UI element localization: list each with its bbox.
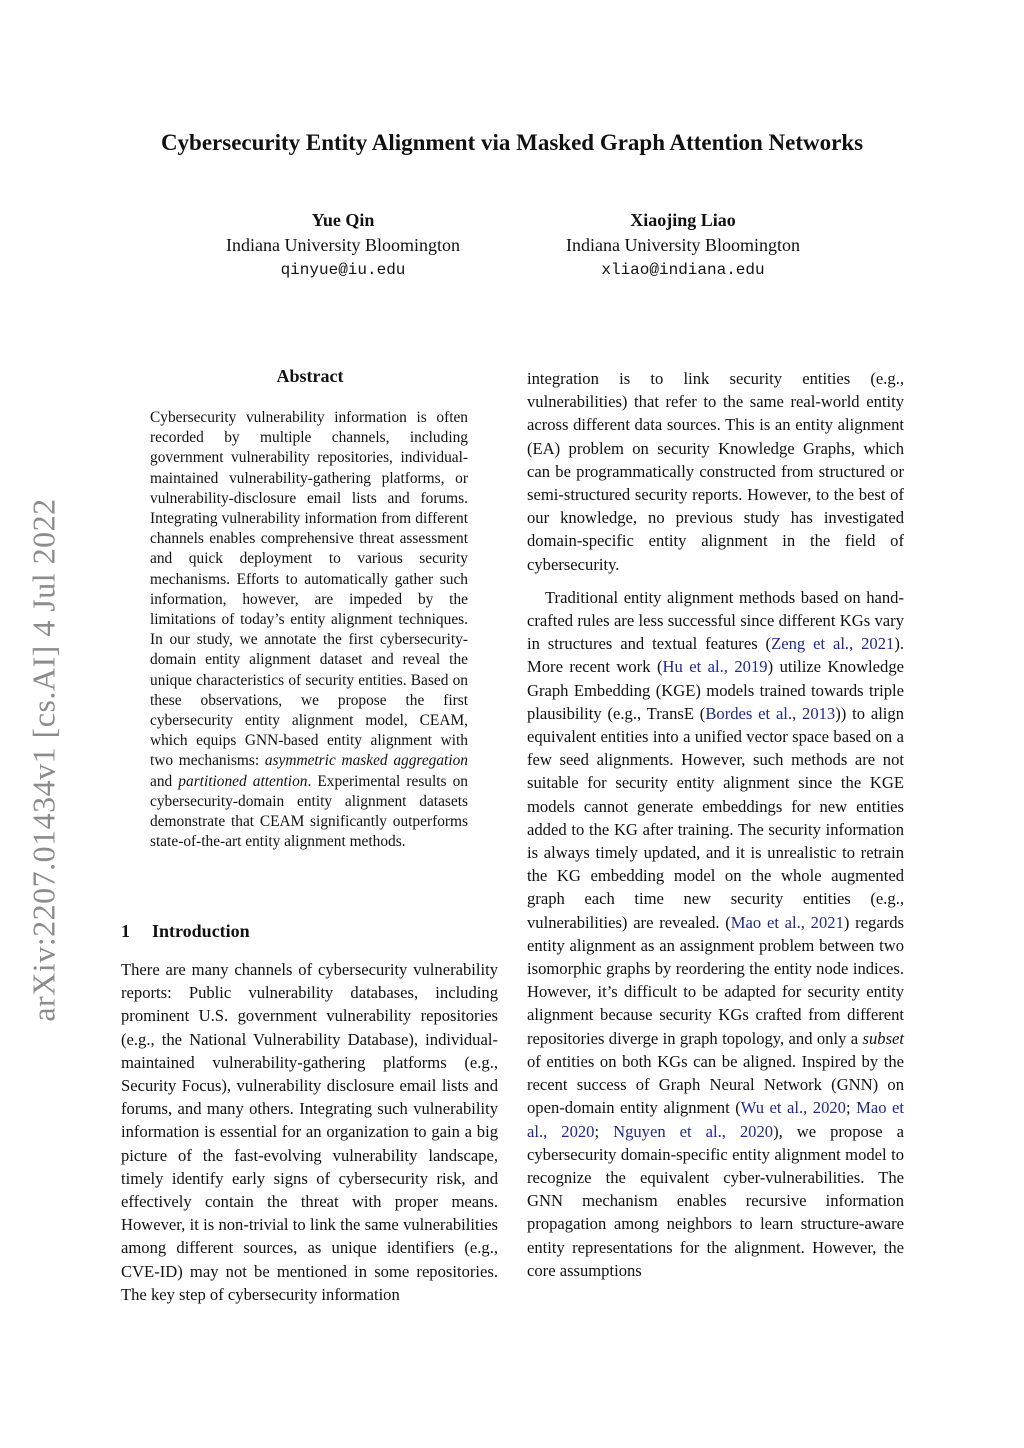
abstract-text: and: [150, 772, 179, 790]
citation-link[interactable]: Bordes et al., 2013: [705, 703, 836, 723]
citation-link[interactable]: Zeng et al., 2021: [771, 634, 895, 654]
section-number: 1: [121, 921, 130, 941]
author-block-2: [533, 208, 833, 283]
section-title: Introduction: [152, 921, 250, 941]
citation-separator: ;: [845, 1098, 857, 1118]
body-text: ), we propose a cybersecurity domain-specific entity alignment model to recognize the equivalent cyber-vulnerabilities. The GNN mechanism enables recursive information propagation among neighbors to learn structure-aware entity representations for the alignment. However, the core assumptions: [527, 1121, 905, 1280]
body-text: ) utilize Knowledge Graph Embedding (KGE) models trained towards triple plausibility (e.g., TransE (: [527, 657, 904, 723]
author-affiliation: Indiana University Bloomington: [566, 235, 800, 255]
paper-title: Cybersecurity Entity Alignment via Masked Graph Attention Networks: [160, 130, 864, 155]
abstract-heading: Abstract: [276, 366, 344, 386]
abstract-body: [150, 408, 468, 852]
section-heading: [121, 921, 250, 942]
intro-paragraph-2: [527, 586, 904, 1282]
body-text: ) regards entity alignment as an assignment problem between two isomorphic graphs by reordering the entity node indices. However, it’s difficult to be adapted for security entity alignment because security KGs crafted from different repositories diverge in graph topology, and only a: [527, 912, 904, 1048]
abstract-text: . Experimental results on cybersecurity-domain entity alignment datasets demonstrate that CEAM significantly outperforms state-of-the-art entity alignment methods.: [150, 772, 469, 851]
citation-link[interactable]: Wu et al., 2020: [740, 1098, 846, 1118]
body-text: of entities on both KGs can be aligned. Inspired by the recent success of Graph Neural Network (GNN) on open-domain entity alignment (: [527, 1051, 904, 1118]
right-column: [527, 367, 904, 1282]
citation-link[interactable]: Mao et al., 2021: [730, 912, 844, 932]
author-email: qinyue@iu.edu: [280, 261, 406, 279]
abstract-text: Cybersecurity vulnerability information is often recorded by multiple channels, including government vulnerability repositories, individual-maintained vulnerability-gathering platforms, or vulnerability-disclosure email lists and forums. Integrating vulnerability information from different channels enables comprehensive threat assessment and quick deployment to various security mechanisms. Efforts to automatically gather such information, however, are impeded by the limitations of today’s entity alignment techniques. In our study, we annotate the first cybersecurity-domain entity alignment dataset and reveal the unique characteristics of security entities. Based on these observations, we propose the first cybersecurity entity alignment model, CEAM, which equips GNN-based entity alignment with two mechanisms:: [150, 409, 468, 770]
intro-paragraph-continued: integration is to link security entities (e.g., vulnerabilities) that refer to the same real-world entity across different data sources. This is an entity alignment (EA) problem on security Knowledge Graphs, which can be programmatically constructed from structured or semi-structured security reports. However, to the best of our knowledge, no previous study has investigated domain-specific entity alignment in the field of cybersecurity.: [527, 369, 904, 574]
citation-link[interactable]: Nguyen et al., 2020: [613, 1121, 774, 1141]
citation-separator: ;: [594, 1121, 614, 1141]
abstract-emphasis: partitioned attention: [178, 772, 308, 790]
arxiv-identifier-stamp: arXiv:2207.01434v1 [cs.AI] 4 Jul 2022: [25, 498, 62, 1022]
author-block-1: [193, 208, 493, 283]
author-affiliation: Indiana University Bloomington: [226, 235, 460, 255]
body-text: ). More recent work (: [527, 634, 904, 677]
author-name: Yue Qin: [311, 210, 375, 230]
citation-link[interactable]: Mao et al., 2020: [527, 1098, 904, 1141]
intro-paragraph-left: There are many channels of cybersecurity vulnerability reports: Public vulnerability databases, including prominent U.S. government vulnerability repositories (e.g., the National Vulnerability Database), individual-maintained vulnerability-gathering platforms (e.g., Security Focus), vulnerability disclosure email lists and forums, and many others. Integrating such vulnerability information is essential for an organization to gain a big picture of the fast-evolving vulnerability landscape, timely identify early signs of cybersecurity risk, and effectively contain the threat with proper means. However, it is non-trivial to link the same vulnerabilities among different sources, as unique identifiers (e.g., CVE-ID) may not be mentioned in some repositories. The key step of cybersecurity information: [121, 960, 498, 1304]
body-emphasis: subset: [862, 1028, 904, 1048]
citation-link[interactable]: Hu et al., 2019: [662, 657, 768, 677]
author-name: Xiaojing Liao: [630, 210, 736, 230]
abstract-emphasis: asymmetric masked aggregation: [264, 752, 468, 770]
body-text: )) to align equivalent entities into a unified vector space based on a few seed alignments. However, such methods are not suitable for security entity alignment since the KGE models cannot generate embeddings for new entities added to the KG after training. The security information is always timely updated, and it is unrealistic to retrain the KG embedding model on the whole augmented graph each time new security entities (e.g., vulnerabilities) are revealed. (: [527, 703, 905, 932]
body-text: Traditional entity alignment methods based on hand-crafted rules are less successful since different KGs vary in structures and textual features (: [527, 587, 904, 654]
author-email: xliao@indiana.edu: [601, 261, 765, 279]
